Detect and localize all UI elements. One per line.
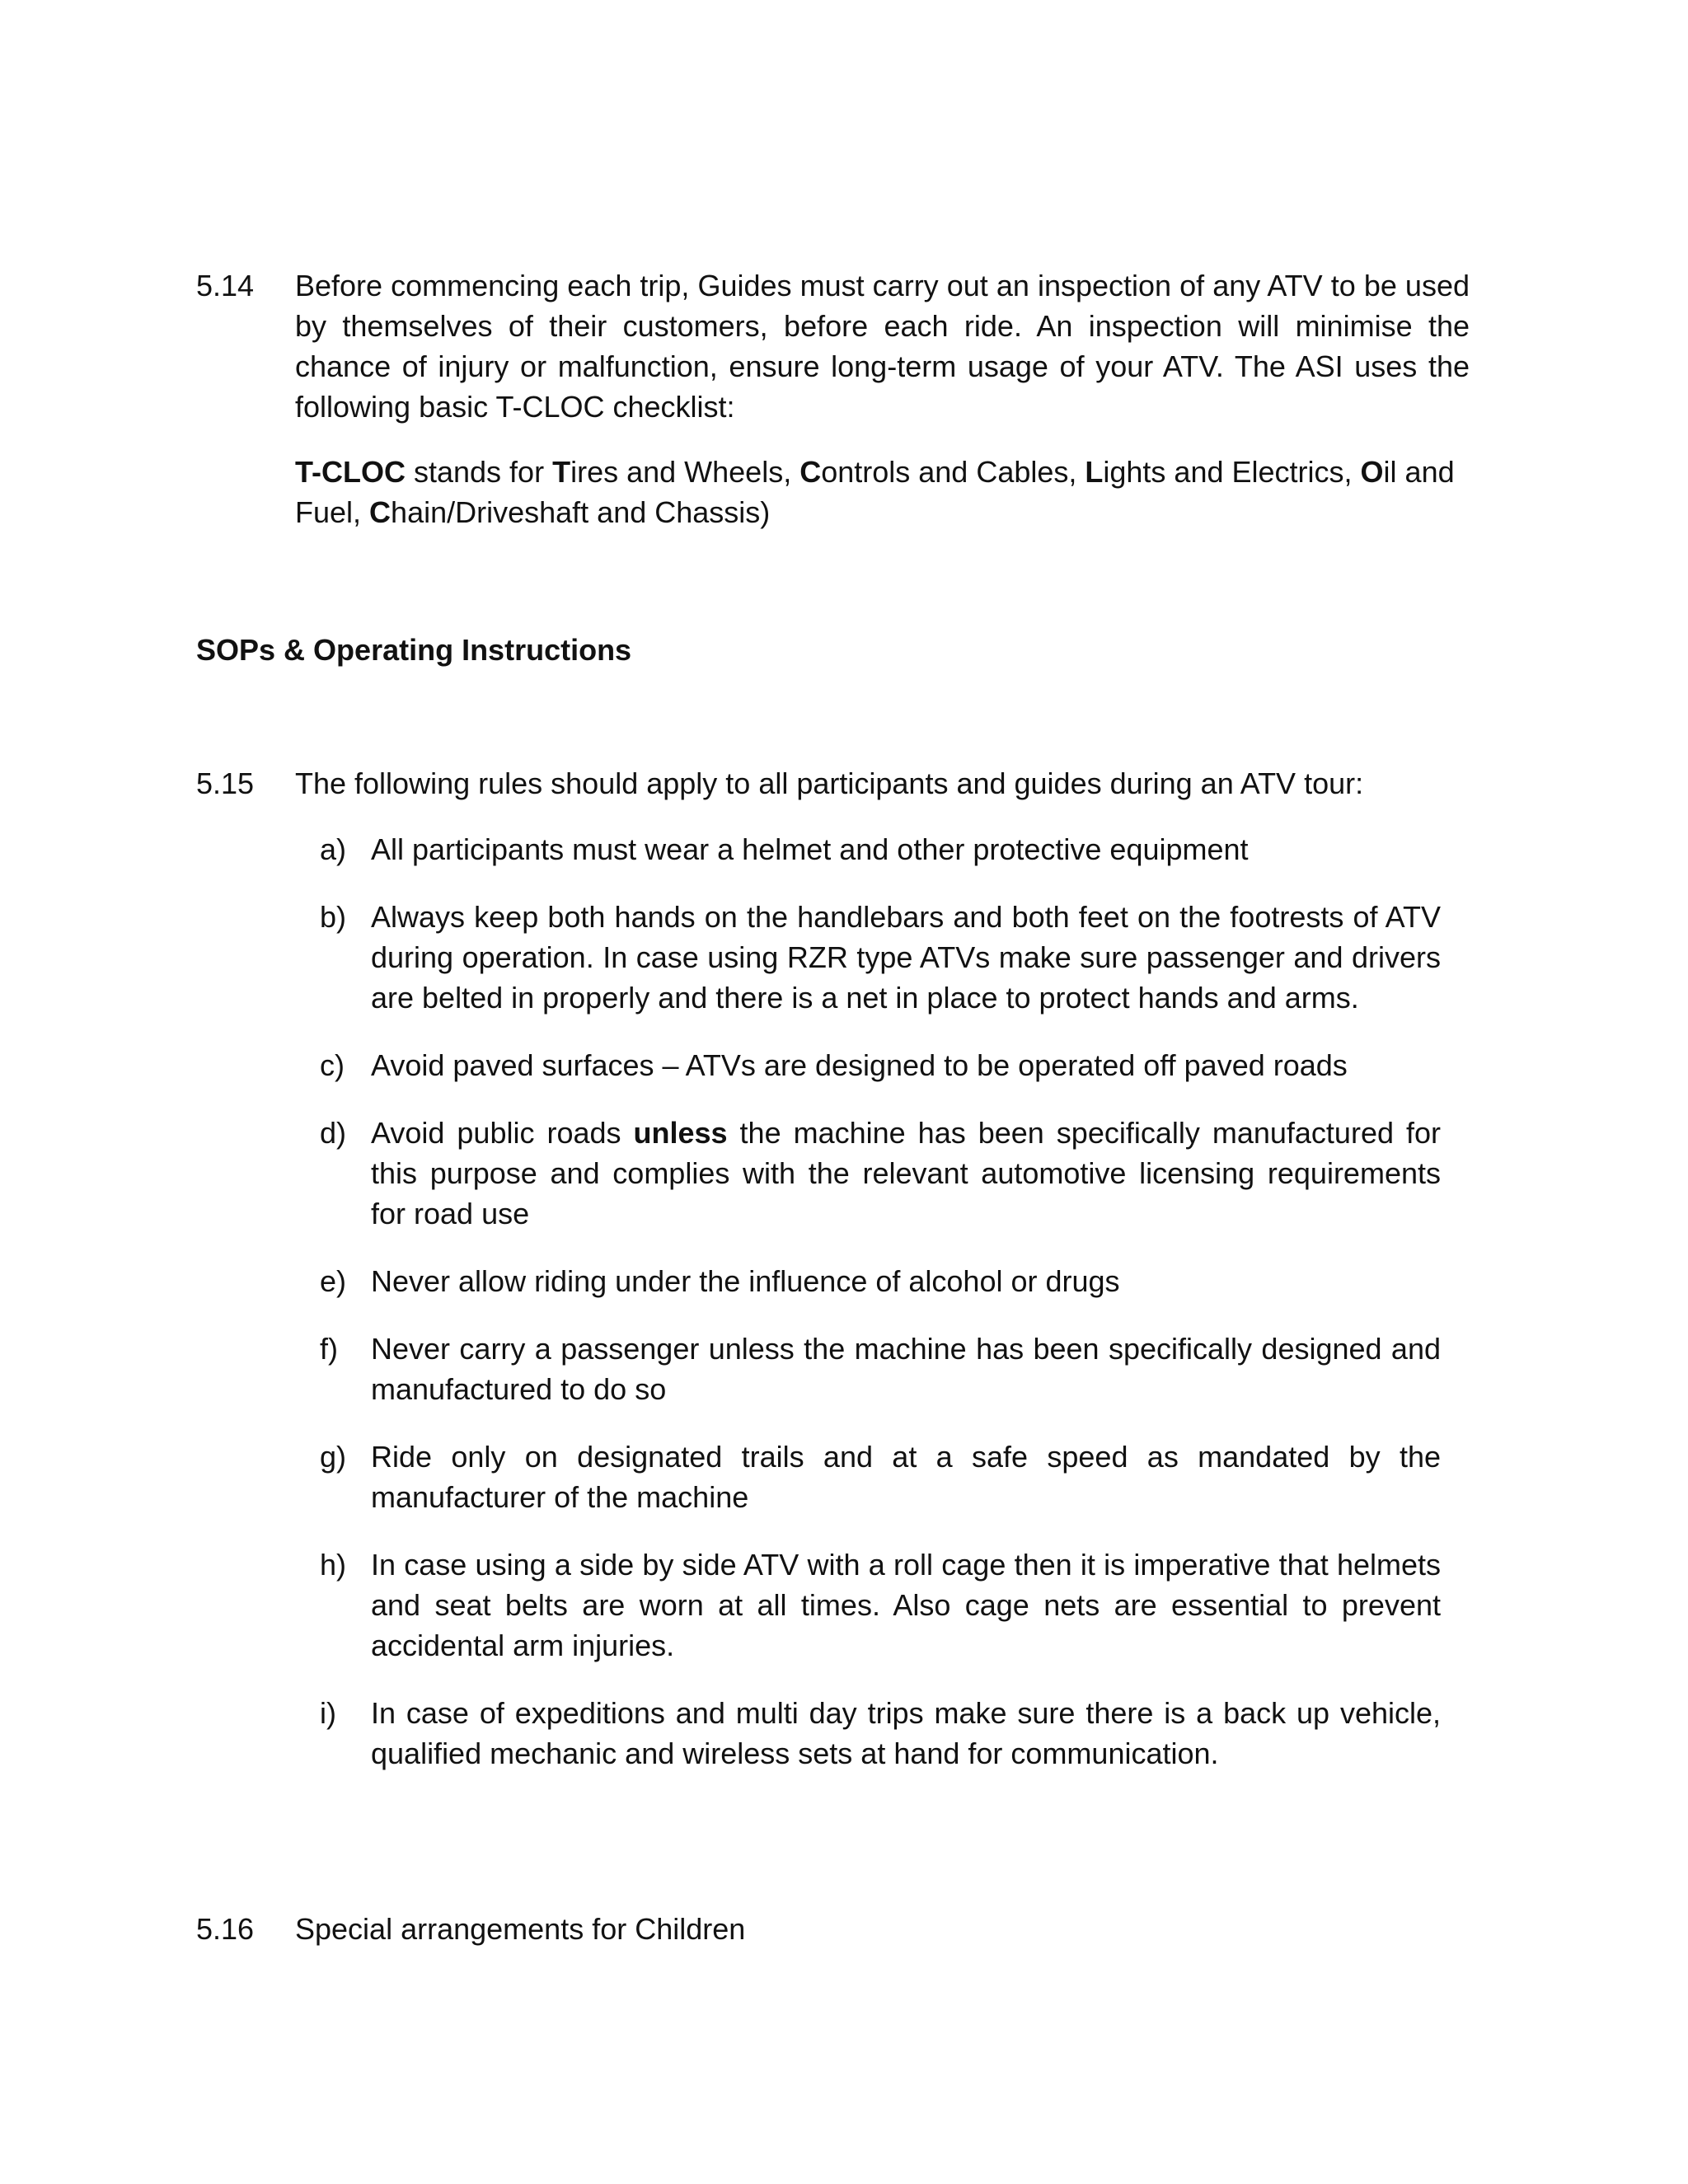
tcloc-tires: ires and Wheels,: [570, 455, 800, 489]
list-item-letter: h): [320, 1548, 347, 1582]
list-item: [295, 1544, 1441, 1666]
section-number: 5.14: [196, 269, 255, 302]
list-item: [295, 1045, 1441, 1085]
list-item-text: In case of expeditions and multi day trips make sure there is a back up vehicle, qualified mechanic and wireless sets at hand for communication.: [371, 1696, 1441, 1770]
list-item-text: In case using a side by side ATV with a roll cage then it is imperative that helmets and seat belts are worn at all times. Also cage nets are essential to prevent accidental arm injuries.: [371, 1548, 1441, 1662]
tcloc-letter-c: C: [799, 455, 822, 489]
list-item-letter: e): [320, 1264, 347, 1298]
list-item-text: Avoid paved surfaces – ATVs are designed to be operated off paved roads: [371, 1048, 1348, 1082]
list-item-letter: g): [320, 1440, 347, 1474]
list-item-text: All participants must wear a helmet and other protective equipment: [371, 832, 1249, 866]
list-item-letter: d): [320, 1116, 347, 1150]
tcloc-stands-for: stands for: [405, 455, 553, 489]
section-body: Special arrangements for Children: [295, 1912, 746, 1946]
list-item-text-bold: unless: [633, 1116, 728, 1150]
section-number: 5.16: [196, 1912, 255, 1946]
list-item: [295, 829, 1441, 869]
list-item-text: Ride only on designated trails and at a safe speed as mandated by the manufacturer of the machine: [371, 1440, 1441, 1514]
tcloc-controls: ontrols and Cables,: [821, 455, 1085, 489]
rules-list: [295, 829, 1441, 1801]
tcloc-lights: ights and Electrics,: [1103, 455, 1361, 489]
list-item-text: Always keep both hands on the handlebars and both feet on the footrests of ATV during operation. In case using RZR type ATVs make sure passenger and drivers are belted in properly and there is a net in place to protect hands and arms.: [371, 900, 1441, 1015]
tcloc-oil: il and Fuel,: [295, 455, 1455, 529]
list-item-text-post: the machine has been specifically manufactured for this purpose and complies with the relevant automotive licensing requirements for road use: [371, 1116, 1441, 1230]
list-item: [295, 897, 1441, 1018]
tcloc-letter-o: O: [1360, 455, 1384, 489]
list-item: [295, 1261, 1441, 1301]
section-body: Before commencing each trip, Guides must carry out an inspection of any ATV to be used by themselves of their customers, before each ride. An inspection will minimise the chance of injury or malfunction, ensure long-term usage of your ATV. The ASI uses the following basic T-CLOC checklist:: [295, 269, 1470, 424]
tcloc-letter-t: T: [552, 455, 571, 489]
section-heading: SOPs & Operating Instructions: [196, 633, 632, 667]
list-item: [295, 1329, 1441, 1409]
list-item-letter: b): [320, 900, 347, 934]
section-5-16: [196, 1909, 1470, 1949]
section-5-14: [196, 265, 1470, 427]
tcloc-acronym: T-CLOC: [295, 455, 406, 489]
list-item-letter: c): [320, 1048, 345, 1082]
list-item-text: Never allow riding under the influence of alcohol or drugs: [371, 1264, 1120, 1298]
list-item: [295, 1693, 1441, 1774]
list-item: [295, 1113, 1441, 1234]
tcloc-definition: [295, 452, 1465, 532]
list-item-text-pre: Avoid public roads: [371, 1116, 634, 1150]
section-body: The following rules should apply to all participants and guides during an ATV tour:: [295, 766, 1364, 800]
list-item-letter: a): [320, 832, 347, 866]
list-item-letter: i): [320, 1696, 336, 1730]
section-5-15: [196, 763, 1470, 804]
list-item-letter: f): [320, 1332, 338, 1366]
tcloc-chain: hain/Driveshaft and Chassis): [391, 495, 771, 529]
section-number: 5.15: [196, 766, 255, 800]
list-item-text: Never carry a passenger unless the machine has been specifically designed and manufactured to do so: [371, 1332, 1441, 1406]
tcloc-letter-c2: C: [369, 495, 392, 529]
list-item: [295, 1436, 1441, 1517]
tcloc-letter-l: L: [1085, 455, 1104, 489]
